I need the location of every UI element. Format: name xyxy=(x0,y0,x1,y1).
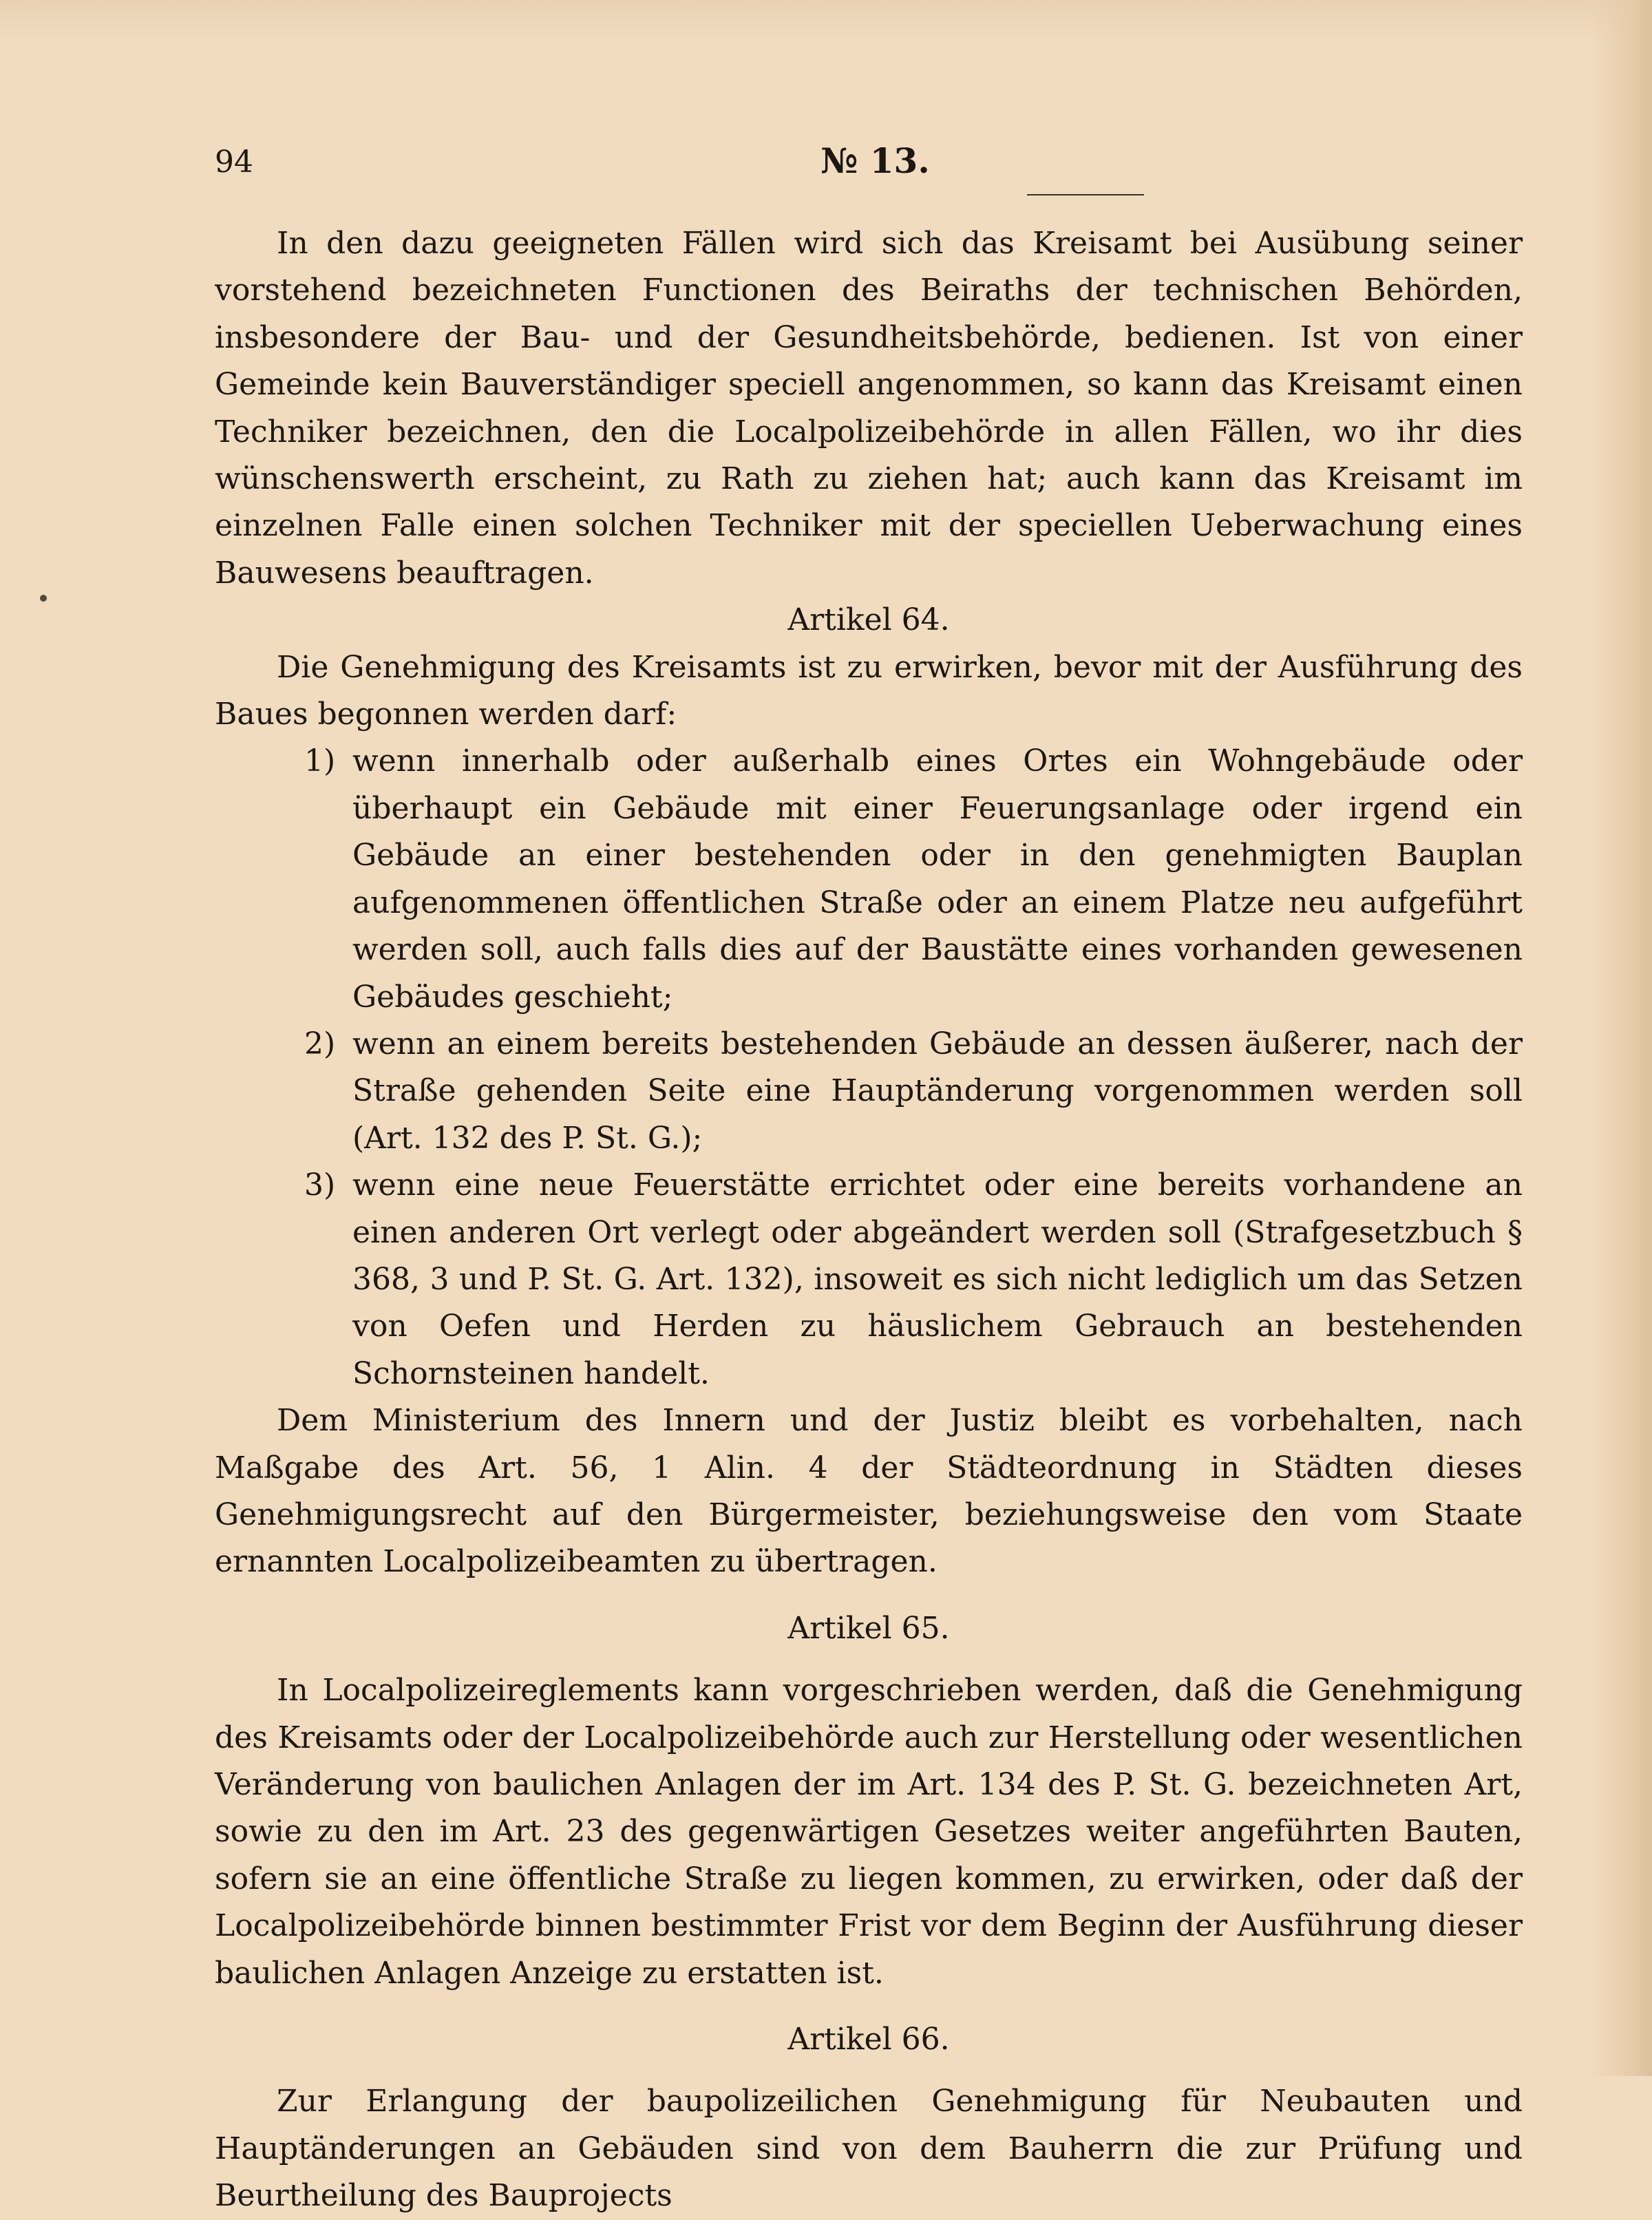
item-text: wenn an einem bereits bestehenden Gebäude an dessen äußerer, nach der Straße gehenden Seite eine Hauptänderung vorgenommen werden soll (Art. 132 des P. St. G.); xyxy=(352,1026,1523,1156)
item-text: wenn eine neue Feuerstätte errichtet oder eine bereits vorhandene an einen anderen Ort verlegt oder abgeändert werden soll (Strafgesetzbuch § 368, 3 und P. St. G. Art. 132), insoweit es sich nicht lediglich um das Setzen von Oefen und Herden zu häuslichem Gebrauch an bestehenden Schornsteinen handelt. xyxy=(352,1167,1523,1391)
article-64-item xyxy=(304,1021,1523,1162)
page-number: 94 xyxy=(215,145,253,180)
issue-number: № 13. xyxy=(820,140,930,181)
article-66-paragraph: Zur Erlangung der baupolizeilichen Genehmigung für Neubauten und Hauptänderungen an Gebäuden sind von dem Bauherrn die zur Prüfung und Beurtheilung des Bauprojects xyxy=(215,2084,1523,2214)
article-64-lead: Die Genehmigung des Kreisamts ist zu erwirken, bevor mit der Ausführung des Baues begonnen werden darf: xyxy=(215,649,1523,732)
intro-paragraph: In den dazu geeigneten Fällen wird sich das Kreisamt bei Ausübung seiner vorstehend bezeichneten Functionen des Beiraths der technischen Behörden, insbesondere der Bau- und der Gesundheitsbehörde, bedienen. Ist von einer Gemeinde kein Bauverständiger speciell angenommen, so kann das Kreisamt einen Techniker bezeichnen, den die Localpolizeibehörde in allen Fällen, wo ihr dies wünschenswerth erscheint, zu Rath zu ziehen hat; auch kann das Kreisamt im einzelnen Falle einen solchen Techniker mit der speciellen Ueberwachung eines Bauwesens beauftragen. xyxy=(215,226,1523,591)
article-65-heading: Artikel 65. xyxy=(787,1610,950,1646)
item-number: 1) xyxy=(304,743,336,779)
page-edge-shading xyxy=(1590,0,1652,2076)
article-64-closing: Dem Ministerium des Innern und der Justiz bleibt es vorbehalten, nach Maßgabe des Art. 56, 1 Alin. 4 der Städteordnung in Städten dieses Genehmigungsrecht auf den Bürgermeister, beziehungsweise den vom Staate ernannten Localpolizeibeamten zu übertragen. xyxy=(215,1403,1523,1580)
item-text: wenn innerhalb oder außerhalb eines Ortes ein Wohngebäude oder überhaupt ein Gebäude mit einer Feuerungsanlage oder irgend ein Gebäude an einer bestehenden oder in den genehmigten Bauplan aufgenommenen öffentlichen Straße oder an einem Platze neu aufgeführt werden soll, auch falls dies auf der Baustätte eines vorhanden gewesenen Gebäudes geschieht; xyxy=(352,743,1523,1015)
article-64-item xyxy=(304,1162,1523,1397)
article-64-item xyxy=(304,738,1523,1020)
margin-ink-dot xyxy=(40,595,47,602)
header-underline xyxy=(1027,194,1144,195)
article-66-heading: Artikel 66. xyxy=(787,2022,950,2058)
document-body xyxy=(215,220,1523,2220)
item-number: 2) xyxy=(304,1026,336,1061)
article-65-paragraph: In Localpolizeireglements kann vorgeschrieben werden, daß die Genehmigung des Kreisamts oder der Localpolizeibehörde auch zur Herstellung oder wesentlichen Veränderung von baulichen Anlagen der im Art. 134 des P. St. G. bezeichneten Art, sowie zu den im Art. 23 des gegenwärtigen Gesetzes weiter angeführten Bauten, sofern sie an eine öffentliche Straße zu liegen kommen, zu erwirken, oder daß der Localpolizeibehörde binnen bestimmter Frist vor dem Beginn der Ausführung dieser baulichen Anlagen Anzeige zu erstatten ist. xyxy=(215,1673,1523,1991)
item-number: 3) xyxy=(304,1167,336,1203)
page-header xyxy=(215,140,1523,193)
page-top-shading xyxy=(0,0,1652,41)
article-64-heading: Artikel 64. xyxy=(787,602,950,638)
